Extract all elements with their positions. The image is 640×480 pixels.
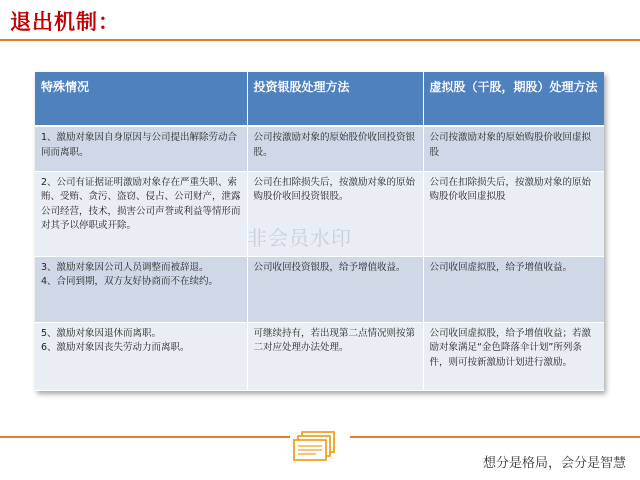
situation-text: 4、合同到期，双方友好协商而不在续约。 — [41, 276, 219, 288]
investment-method-cell: 公司按激励对象的原始股价收回投资银股。 — [247, 126, 423, 171]
situation-text: 1、激励对象因自身原因与公司提出解除劳动合同而离职。 — [41, 132, 238, 158]
exit-mechanism-table-container — [35, 72, 604, 391]
watermark: 非会员水印 — [247, 226, 352, 250]
virtual-method-cell: 公司收回虚拟股，给予增值收益。 — [423, 256, 604, 322]
virtual-method-cell: 公司收回虚拟股，给予增值收益；若激励对象满足“金色降落伞计划”所列条件，则可按新激励计划进行激励。 — [423, 322, 604, 390]
column-header-investment-method: 投资银股处理方法 — [247, 72, 423, 126]
exit-mechanism-table — [35, 72, 604, 391]
footer-slogan: 想分是格局，会分是智慧 — [482, 456, 626, 471]
column-header-situation: 特殊情况 — [35, 72, 247, 126]
situation-cell — [35, 126, 247, 171]
column-header-virtual-method: 虚拟股（干股，期股）处理方法 — [423, 72, 604, 126]
situation-cell — [35, 256, 247, 322]
table-row — [35, 171, 604, 256]
table-row — [35, 256, 604, 322]
virtual-method-cell: 公司在扣除损失后，按激励对象的原始购股价收回虚拟股 — [423, 171, 604, 256]
table-row — [35, 322, 604, 390]
virtual-method-cell: 公司按激励对象的原始购股价收回虚拟股 — [423, 126, 604, 171]
table-header-row — [35, 72, 604, 126]
table-row — [35, 126, 604, 171]
investment-method-cell: 公司在扣除损失后，按激励对象的原始购股价收回投资银股。 — [247, 171, 423, 256]
situation-text: 6、激励对象因丧失劳动力而离职。 — [41, 342, 190, 354]
investment-method-cell: 公司收回投资银股，给予增值收益。 — [247, 256, 423, 322]
page-title: 退出机制： — [10, 9, 120, 34]
situation-text: 3、激励对象因公司人员调整而被辞退。 — [41, 261, 209, 273]
situation-cell — [35, 322, 247, 390]
situation-text: 2、公司有证据证明激励对象存在严重失职、索贿、受贿、贪污、盗窃、侵占、公司财产，泄露公司经营，技术，损害公司声誉或利益等情形而对其予以停职或开除。 — [41, 176, 241, 232]
stacked-cards-icon — [290, 422, 350, 466]
title-divider — [0, 39, 640, 41]
situation-cell — [35, 171, 247, 256]
investment-method-cell: 可继续持有，若出现第二点情况则按第二对应处理办法处理。 — [247, 322, 423, 390]
situation-text: 5、激励对象因退休而离职。 — [41, 327, 162, 339]
